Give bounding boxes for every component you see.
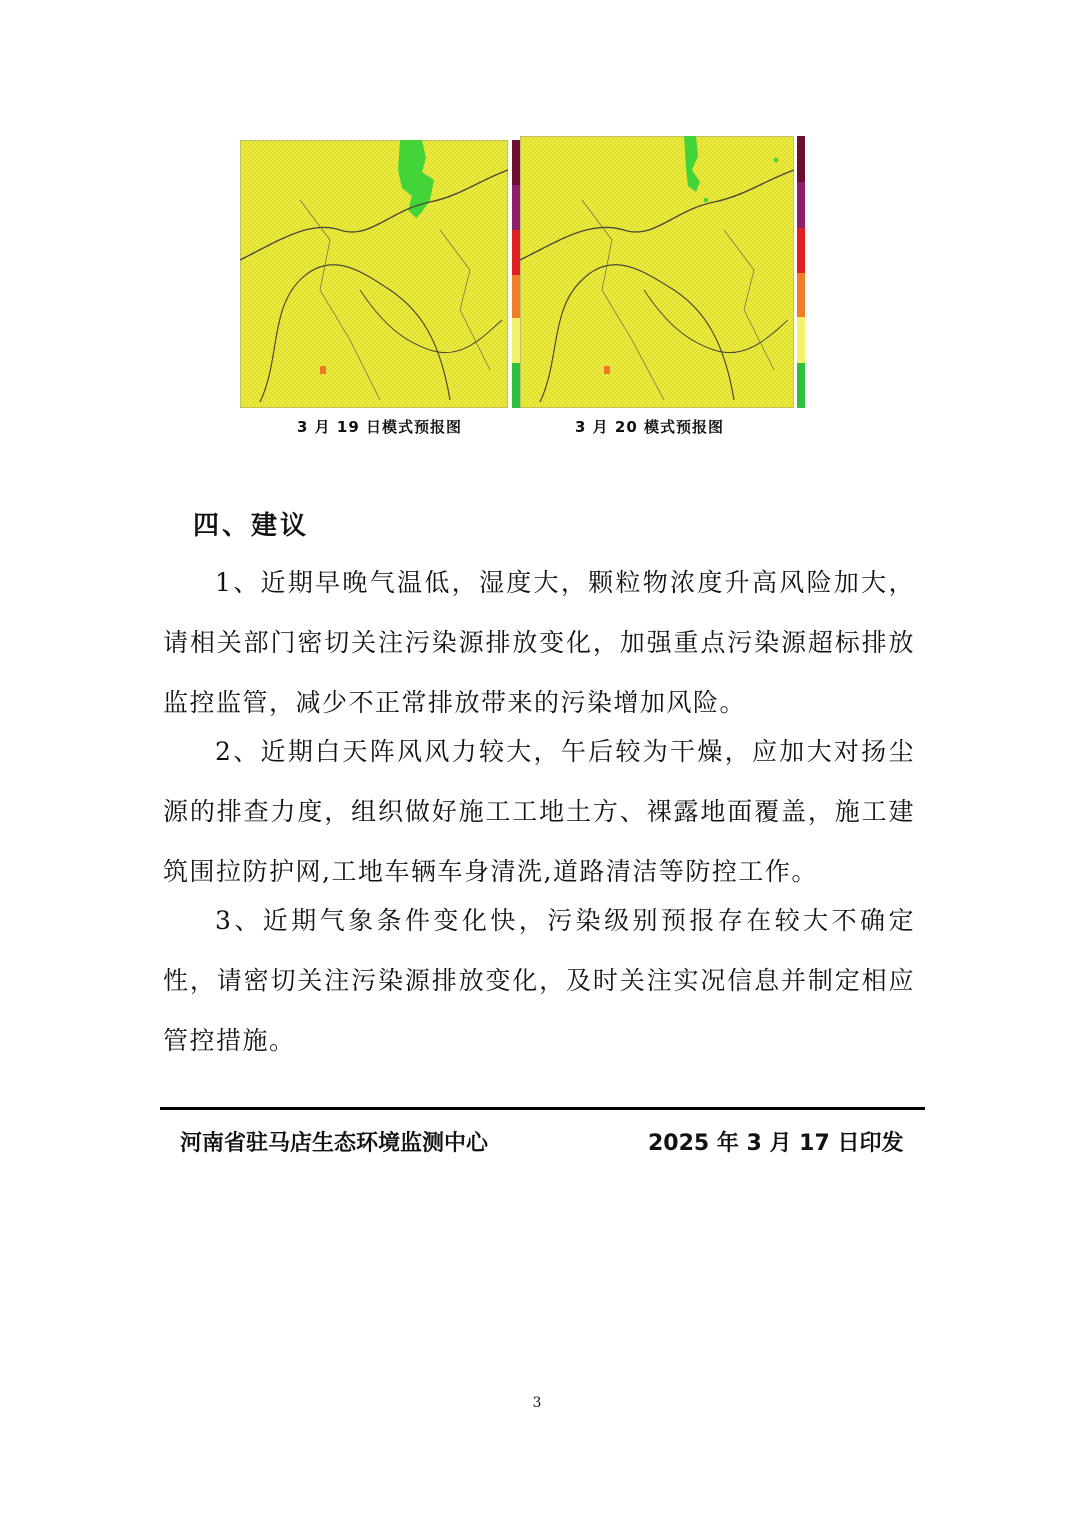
section-heading: 四、建议 (193, 511, 310, 541)
legend-swatch (512, 275, 520, 318)
recommendation-paragraph-3: 3、近期气象条件变化快，污染级别预报存在较大不确定性，请密切关注污染源排放变化，及时关注实况信息并制定相应管控措施。 (163, 906, 915, 1055)
legend-bar-march-19 (512, 140, 520, 408)
recommendation-paragraph-1: 1、近期早晚气温低，湿度大，颗粒物浓度升高风险加大，请相关部门密切关注污染源排放变化，加强重点污染源超标排放监控监管，减少不正常排放带来的污染增加风险。 (163, 568, 915, 717)
legend-swatch (797, 228, 805, 273)
legend-swatch (512, 185, 520, 230)
legend-swatch (512, 363, 520, 408)
legend-bar-march-20 (797, 136, 805, 408)
forecast-map-march-19 (240, 140, 508, 408)
legend-swatch (512, 318, 520, 363)
legend-swatch (797, 363, 805, 408)
legend-swatch (797, 273, 805, 317)
figure-caption-march-19: 3 月 19 日模式预报图 (297, 418, 462, 436)
legend-swatch (797, 182, 805, 228)
page-number: 3 (532, 1395, 542, 1411)
forecast-map-march-20 (520, 136, 794, 408)
figure-caption-march-20: 3 月 20 模式预报图 (575, 418, 724, 436)
legend-swatch (797, 136, 805, 182)
recommendation-paragraph-2: 2、近期白天阵风风力较大，午后较为干燥，应加大对扬尘源的排查力度，组织做好施工工地土方、裸露地面覆盖，施工建筑围拉防护网,工地车辆车身清洗,道路清洁等防控工作。 (163, 737, 915, 886)
footer-divider (160, 1107, 925, 1110)
legend-swatch (797, 317, 805, 363)
issuing-organization: 河南省驻马店生态环境监测中心 (180, 1131, 489, 1156)
legend-swatch (512, 140, 520, 185)
forecast-figures (0, 134, 1074, 454)
legend-swatch (512, 230, 520, 275)
issue-date: 2025 年 3 月 17 日印发 (648, 1131, 904, 1156)
